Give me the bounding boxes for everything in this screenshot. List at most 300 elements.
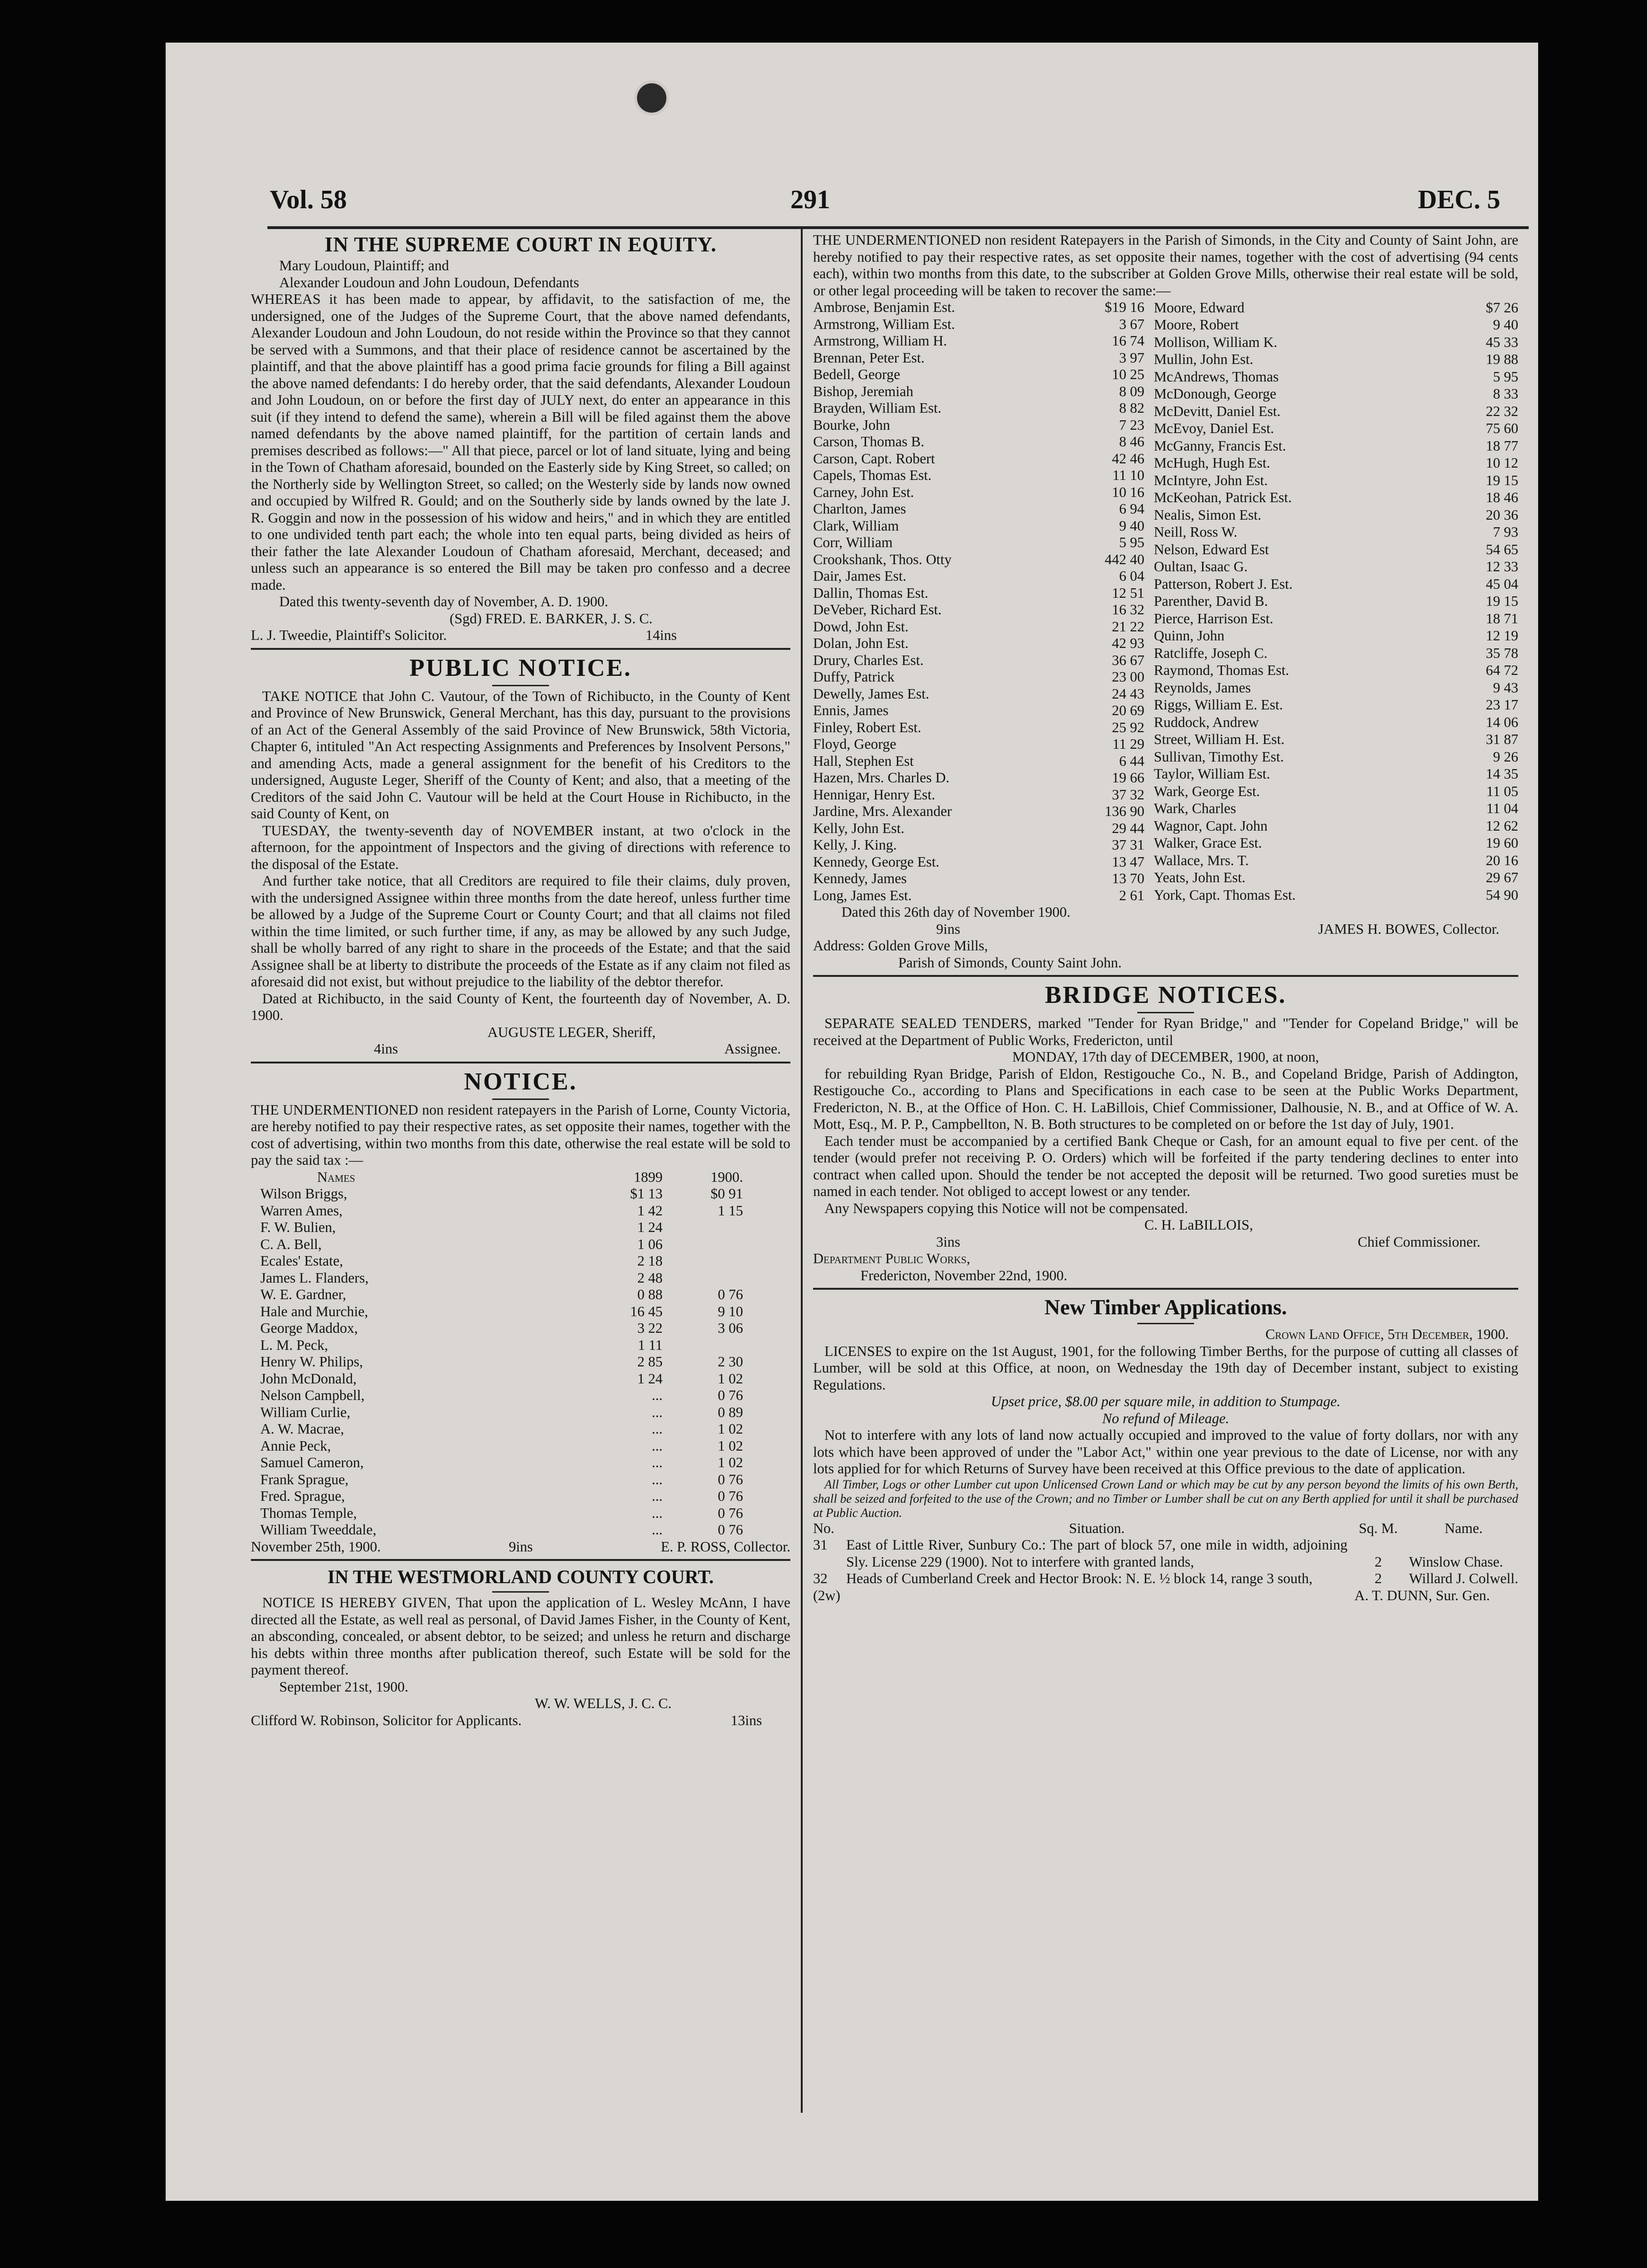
ratepayer-name: Yeats, John Est. (1154, 869, 1246, 886)
rate-amount: 8 82 (1119, 400, 1144, 416)
rate-1899: 1 06 (637, 1236, 663, 1252)
ratepayer-name: Carney, John Est. (813, 484, 914, 500)
solicitor-row (251, 1712, 790, 1729)
ratepayer-name: McDonough, George (1154, 386, 1276, 402)
divider (251, 1559, 790, 1561)
rate-amount: 8 46 (1119, 434, 1144, 450)
ratepayer-name: DeVeber, Richard Est. (813, 602, 942, 618)
list-item (1154, 437, 1518, 455)
ratepayer-name: Riggs, William E. Est. (1154, 697, 1283, 713)
berth-name: Winslow Chase. (1409, 1553, 1503, 1570)
court-text: NOTICE IS HEREBY GIVEN, That upon the application of L. Wesley McAnn, I have directed all the Estate, as well real as personal, of David James Fisher, in the County of Kent, an absconding, concealed, or absent debtor, to be seized; and unless he return and discharge his debts within three months after publication thereof, such Estate will be sold for the payment thereof. (251, 1595, 790, 1678)
page-number: 291 (790, 185, 830, 214)
list-item (1154, 334, 1518, 351)
rate-amount: 2 61 (1119, 887, 1144, 904)
table-row (260, 1387, 743, 1404)
list-item (813, 366, 1144, 383)
insertions: 4ins (374, 1041, 398, 1057)
insertions: 13ins (730, 1712, 762, 1728)
notice-intro: THE UNDERMENTIONED non resident Ratepayers in the Parish of Simonds, in the City and County of Saint John, are hereby notified to pay their respective rates, as set opposite their names, together with the cost of advertising (94 cents each), within two months from this date, to the subscriber at Golden Grove Mills, otherwise their real estate will be sold, or other legal proceeding will be taken to recover the same:— (813, 232, 1518, 299)
ratepayer-name: Parenther, David B. (1154, 593, 1268, 609)
ratepayer-name: Dallin, Thomas Est. (813, 585, 929, 601)
ratepayer-name: Fred. Sprague, (260, 1488, 345, 1504)
list-item (813, 770, 1144, 787)
rate-amount: 22 32 (1486, 403, 1518, 419)
list-item (1154, 420, 1518, 438)
rate-1899: 1 24 (637, 1219, 663, 1235)
ratepayer-name: Dolan, John Est. (813, 635, 909, 651)
ratepayer-name: F. W. Bulien, (260, 1219, 336, 1235)
ratepayer-name: Wark, George Est. (1154, 783, 1260, 799)
ratepayer-name: Nealis, Simon Est. (1154, 506, 1262, 523)
rate-amount: 35 78 (1486, 645, 1518, 661)
rate-amount: 64 72 (1486, 662, 1518, 678)
rate-amount: 37 31 (1112, 837, 1144, 853)
list-item (1154, 317, 1518, 334)
divider (251, 648, 790, 650)
rate-amount: 54 90 (1486, 886, 1518, 903)
ratepayer-name: Drury, Charles Est. (813, 652, 924, 668)
supreme-court-notice (251, 232, 790, 644)
rate-amount: 16 74 (1112, 333, 1144, 349)
rate-1899: ... (652, 1488, 663, 1504)
rate-1900: 1 02 (717, 1421, 743, 1437)
ratepayer-name: Mullin, John Est. (1154, 351, 1254, 367)
list-item (813, 887, 1144, 904)
berth-no: 31 (813, 1537, 828, 1553)
list-item (1154, 662, 1518, 680)
rate-amount: 18 77 (1486, 437, 1518, 454)
rate-1900: 0 76 (717, 1387, 743, 1403)
rate-1900: 0 76 (717, 1488, 743, 1504)
ratepayer-name: Hennigar, Henry Est. (813, 786, 935, 803)
ratepayer-name: Kelly, J. King. (813, 837, 897, 853)
punch-hole (634, 80, 669, 115)
list-item (813, 619, 1144, 636)
court-date: September 21st, 1900. (279, 1678, 408, 1695)
column-divider (801, 229, 803, 2113)
rate-amount: 136 90 (1105, 803, 1144, 819)
table-row (260, 1438, 743, 1455)
divider (251, 1062, 790, 1063)
rate-1900 (663, 1236, 743, 1253)
department-date: Fredericton, November 22nd, 1900. (860, 1267, 1068, 1284)
list-item (813, 803, 1144, 820)
rate-amount: 10 16 (1112, 484, 1144, 500)
collector-signature: E. P. ROSS, Collector. (661, 1538, 790, 1555)
ratepayer-name: Quinn, John (1154, 628, 1225, 644)
rate-amount: 19 15 (1486, 593, 1518, 609)
berth-sqm: 2 (1374, 1553, 1382, 1570)
section-title: IN THE WESTMORLAND COUNTY COURT. (327, 1566, 714, 1587)
list-item (1154, 783, 1518, 800)
rate-1900: 1 15 (717, 1202, 743, 1219)
list-item (813, 316, 1144, 333)
rate-amount: 29 67 (1486, 869, 1518, 886)
ratepayer-list-right (1154, 299, 1518, 904)
rate-1899: ... (652, 1421, 663, 1437)
rate-1900: 1 02 (717, 1454, 743, 1471)
refund-note: No refund of Mileage. (1102, 1410, 1230, 1426)
ratepayer-name: Brennan, Peter Est. (813, 349, 925, 366)
rate-1900: 0 76 (717, 1286, 743, 1302)
list-item (813, 635, 1144, 652)
table-row (260, 1219, 743, 1236)
rate-1900 (663, 1337, 743, 1354)
rate-1900 (663, 1219, 743, 1236)
ratepayer-name: Ecales' Estate, (260, 1253, 343, 1269)
ratepayer-name: McDevitt, Daniel Est. (1154, 403, 1281, 419)
table-row (260, 1371, 743, 1388)
rate-amount: 12 33 (1486, 558, 1518, 575)
section-title: IN THE SUPREME COURT IN EQUITY. (324, 233, 717, 256)
dated-line: Dated this 26th day of November 1900. (841, 904, 1071, 920)
ratepayer-name: Annie Peck, (260, 1437, 331, 1454)
list-item (1154, 645, 1518, 662)
ratepayer-name: Reynolds, James (1154, 679, 1251, 696)
rate-1899: 2 18 (637, 1253, 663, 1269)
list-item (1154, 766, 1518, 783)
berth-situation: East of Little River, Sunbury Co.: The part of block 57, one mile in width, adjoining Sly. License 229 (1900). Not to interfere with granted lands, (846, 1537, 1348, 1570)
ratepayer-name: Hale and Murchie, (260, 1303, 368, 1320)
ratepayer-name: Armstrong, William Est. (813, 316, 955, 332)
list-item (813, 854, 1144, 871)
judge-signature: (Sgd) FRED. E. BARKER, J. S. C. (450, 610, 653, 627)
judge-signature: W. W. WELLS, J. C. C. (535, 1695, 672, 1711)
collector-row (813, 921, 1518, 938)
rate-amount: 21 22 (1112, 618, 1144, 635)
berth-name: Willard J. Colwell. (1409, 1570, 1518, 1586)
list-item (813, 602, 1144, 619)
ratepayer-name: Duffy, Patrick (813, 669, 894, 685)
collector-signature: JAMES H. BOWES, Collector. (1318, 921, 1499, 937)
list-item (813, 400, 1144, 417)
table-row (260, 1270, 743, 1287)
rate-amount: 19 88 (1486, 351, 1518, 367)
list-item (813, 434, 1144, 451)
rate-amount: 8 09 (1119, 383, 1144, 399)
list-item (1154, 697, 1518, 714)
ratepayer-name: Taylor, William Est. (1154, 766, 1270, 782)
table-row (260, 1286, 743, 1303)
ratepayer-name: McKeohan, Patrick Est. (1154, 489, 1292, 505)
rebuild-paragraph: for rebuilding Ryan Bridge, Parish of Eldon, Restigouche Co., N. B., and Copeland Bridge, Parish of Addington, Restigouche Co., according to Plans and Specifications in each case to be seen at the Public Works Department, Fredericton, N. B., at the Office of Hon. C. H. LaBillois, Chief Commissioner, Dalhousie, N. B., and at Office of W. A. Mott, Esq., M. P. P., Campbellton, N. B. Both structures to be completed on or before the 1st day of July, 1901. (813, 1065, 1518, 1132)
list-item (1154, 593, 1518, 611)
ratepayer-name: Raymond, Thomas Est. (1154, 662, 1289, 678)
list-item (813, 686, 1144, 703)
rate-amount: 45 33 (1486, 334, 1518, 350)
list-item (1154, 628, 1518, 645)
ratepayer-name: Finley, Robert Est. (813, 719, 921, 735)
seizure-warning: All Timber, Logs or other Lumber cut upon Unlicensed Crown Land or which may be cut by any person beyond the limits of his own Berth, shall be seized and forfeited to the use of the Crown; and no Timber or Lumber shall be cut on any Berth applied for until it shall be purchased at Public Auction. (813, 1477, 1518, 1520)
list-item (813, 501, 1144, 518)
list-item (1154, 800, 1518, 818)
ratepayer-name: Crookshank, Thos. Otty (813, 551, 952, 567)
rate-1899: ... (652, 1522, 663, 1538)
ratepayer-name: Ambrose, Benjamin Est. (813, 299, 955, 315)
list-item (1154, 386, 1518, 403)
rate-amount: 20 36 (1486, 506, 1518, 523)
names-header: Names (317, 1169, 355, 1185)
rate-amount: 6 04 (1119, 568, 1144, 584)
section-title: PUBLIC NOTICE. (409, 654, 632, 682)
rate-amount: 23 00 (1112, 669, 1144, 685)
notice-intro: THE UNDERMENTIONED non resident ratepayers in the Parish of Lorne, County Victoria, are hereby notified to pay their respective rates, as set opposite their names, together with the cost of advertising, within two months from this date, otherwise the real estate will be sold to pay the said tax :— (251, 1101, 790, 1168)
ratepayer-name: McEvoy, Daniel Est. (1154, 420, 1274, 436)
list-item (813, 534, 1144, 551)
ratepayer-name: Ennis, James (813, 702, 889, 718)
list-item (813, 467, 1144, 484)
list-item (1154, 506, 1518, 524)
list-item (1154, 558, 1518, 576)
list-item (813, 719, 1144, 736)
ratepayer-name: Charlton, James (813, 501, 906, 517)
solicitor-row (251, 627, 790, 644)
assignee-label: Assignee. (724, 1041, 781, 1057)
rate-amount: 24 43 (1112, 685, 1144, 702)
rate-amount: 3 67 (1119, 316, 1144, 332)
rate-1899: ... (652, 1404, 663, 1420)
licenses-paragraph: LICENSES to expire on the 1st August, 1901, for the following Timber Berths, for the purpose of cutting all classes of Lumber, will be sold at this Office, at noon, on Wednesday the 19th day of December instant, subject to existing Regulations. (813, 1343, 1518, 1393)
rate-amount: 10 12 (1486, 455, 1518, 471)
ratepayer-name: W. E. Gardner, (260, 1286, 346, 1302)
ratepayer-name: Clark, William (813, 517, 899, 534)
list-item (813, 585, 1144, 602)
sqm-header: Sq. M. (1359, 1520, 1398, 1536)
left-column (251, 232, 790, 1729)
rate-1899: 16 45 (630, 1303, 663, 1320)
rate-amount: 11 10 (1112, 467, 1144, 483)
ratepayer-name: William Tweeddale, (260, 1522, 377, 1538)
claims-paragraph: And further take notice, that all Creditors are required to file their claims, duly proven, with the undersigned Assignee within three months from the date hereof, unless further time be allowed by a Judge of the Supreme Court or County Court; and that all claims not filed within the time limited, or such further time, if any, as may be allowed by any such Judge, shall be wholly barred of any right to share in the proceeds of the Estate; and that the said Assignee shall be at liberty to distribute the proceeds of the Estate as if any claim not filed as aforesaid did not exist, but without prejudice to the liability of the debtor therefor. (251, 873, 790, 990)
rate-amount: 13 70 (1112, 870, 1144, 886)
list-item (1154, 835, 1518, 852)
rate-1900 (663, 1253, 743, 1270)
plaintiff-line: Mary Loudoun, Plaintiff; and (279, 257, 449, 274)
rate-amount: 36 67 (1112, 652, 1144, 668)
list-item (1154, 852, 1518, 869)
rate-amount: 19 66 (1112, 770, 1144, 786)
list-item (813, 702, 1144, 719)
ratepayer-name: McHugh, Hugh Est. (1154, 455, 1270, 471)
deposit-paragraph: Each tender must be accompanied by a certified Bank Cheque or Cash, for an amount equal to five per cent. of the tender (would prefer not receiving P. O. Orders) which will be forfeited if the party tendering declines to enter into contract when called upon. Should the tender be not accepted the deposit will be returned. Two good sureties must be named in each tender. Not obliged to accept lowest or any tender. (813, 1133, 1518, 1199)
rate-amount: 23 17 (1486, 697, 1518, 713)
rate-1899: 2 85 (637, 1354, 663, 1370)
surveyor-signature: A. T. DUNN, Sur. Gen. (1354, 1587, 1490, 1604)
list-item (813, 518, 1144, 535)
tender-paragraph: SEPARATE SEALED TENDERS, marked "Tender for Ryan Bridge," and "Tender for Copeland Bridge," will be received at the Department of Public Works, Fredericton, until (813, 1015, 1518, 1048)
ratepayer-name: George Maddox, (260, 1320, 358, 1336)
notice-paragraph: TAKE NOTICE that John C. Vautour, of the Town of Richibucto, in the County of Kent and Province of New Brunswick, General Merchant, has this day, pursuant to the provisions of an Act of the General Assembly of the said Province of New Brunswick, 58th Victoria, Chapter 6, intituled "An Act respecting Assignments and Preferences by Insolvent Persons," and amending Acts, made a general assignment for the benefit of his Creditors to the undersigned, Auguste Leger, Sheriff of the County of Kent; and also, that a meeting of the Creditors of the said John C. Vautour will be held at the Court House in Richibucto, in the said County of Kent, on (251, 688, 790, 822)
table-row (260, 1404, 743, 1421)
rate-1899: 0 88 (637, 1286, 663, 1302)
ratepayer-name: McGanny, Francis Est. (1154, 437, 1286, 454)
table-header (260, 1169, 743, 1186)
list-item (1154, 368, 1518, 386)
ratepayer-name: Kennedy, George Est. (813, 853, 939, 870)
list-item (813, 820, 1144, 837)
list-item (813, 736, 1144, 753)
rate-1899: ... (652, 1387, 663, 1403)
list-item (813, 333, 1144, 350)
berth-no: 32 (813, 1570, 828, 1586)
list-item (1154, 714, 1518, 731)
list-item (1154, 541, 1518, 558)
list-item (813, 837, 1144, 854)
list-item (1154, 748, 1518, 766)
ratepayer-name: Warren Ames, (260, 1202, 343, 1219)
ratepayer-name: Carson, Capt. Robert (813, 450, 935, 467)
rate-amount: 6 44 (1119, 753, 1144, 769)
rate-amount: 5 95 (1119, 534, 1144, 550)
assignee-row (251, 1041, 790, 1058)
insertions: 3ins (936, 1233, 960, 1250)
table-row (260, 1354, 743, 1371)
rate-1899: ... (652, 1505, 663, 1521)
rate-amount: 13 47 (1112, 853, 1144, 870)
rate-amount: 7 23 (1119, 416, 1144, 433)
address-line: Address: Golden Grove Mills, (813, 938, 988, 954)
rate-amount: $7 26 (1486, 299, 1518, 316)
ratepayer-name: Patterson, Robert J. Est. (1154, 576, 1293, 592)
ratepayer-name: Nelson, Edward Est (1154, 541, 1269, 558)
rate-1899: ... (652, 1454, 663, 1471)
address-parish: Parish of Simonds, County Saint John. (898, 954, 1122, 971)
rate-1899: ... (652, 1471, 663, 1488)
rate-amount: 9 43 (1493, 679, 1518, 696)
ratepayer-name: McIntyre, John Est. (1154, 472, 1268, 488)
rate-1900: 1 02 (717, 1437, 743, 1454)
list-item (813, 669, 1144, 686)
rate-amount: 11 29 (1112, 736, 1144, 752)
ratepayer-name: Nelson Campbell, (260, 1387, 365, 1403)
list-item (1154, 472, 1518, 489)
list-item (1154, 731, 1518, 749)
list-item (813, 753, 1144, 770)
commissioner-row (813, 1234, 1518, 1251)
table-row (260, 1522, 743, 1539)
rate-1900: 3 06 (717, 1320, 743, 1336)
ratepayer-name: A. W. Macrae, (260, 1421, 345, 1437)
public-notice (251, 654, 790, 1058)
rate-amount: 6 94 (1119, 501, 1144, 517)
rate-amount: 12 62 (1486, 817, 1518, 834)
department-line: Department Public Works, (813, 1250, 970, 1267)
berth-table (813, 1520, 1518, 1587)
table-row (813, 1537, 1518, 1570)
list-item (1154, 299, 1518, 317)
westmorland-notice (251, 1565, 790, 1729)
rate-1899: 1 24 (637, 1370, 663, 1387)
ratepayer-lists (813, 299, 1518, 904)
solicitor-line: Clifford W. Robinson, Solicitor for Applicants. (251, 1712, 522, 1728)
rate-1900: 1 02 (717, 1370, 743, 1387)
list-item (1154, 524, 1518, 541)
rate-amount: 42 93 (1112, 635, 1144, 651)
list-item (813, 484, 1144, 501)
list-item (813, 652, 1144, 669)
table-row (260, 1505, 743, 1522)
simonds-notice (813, 232, 1518, 971)
upset-price: Upset price, $8.00 per square mile, in addition to Stumpage. (991, 1393, 1341, 1409)
table-row (260, 1203, 743, 1220)
rate-amount: 9 40 (1119, 517, 1144, 534)
table-row (260, 1253, 743, 1270)
rate-1899: 1 42 (637, 1202, 663, 1219)
ratepayer-name: Brayden, William Est. (813, 400, 941, 416)
short-rule (492, 1099, 549, 1100)
rate-1900: 0 76 (717, 1522, 743, 1538)
insertions: 9ins (936, 921, 960, 937)
ratepayer-name: Neill, Ross W. (1154, 524, 1238, 540)
situation-header: Situation. (1069, 1520, 1125, 1536)
lorne-notice (251, 1067, 790, 1556)
insertions: 9ins (508, 1538, 533, 1555)
defendants-line: Alexander Loudoun and John Loudoun, Defendants (279, 274, 579, 291)
list-item (1154, 489, 1518, 507)
ratepayer-name: Wagnor, Capt. John (1154, 817, 1268, 834)
solicitor-line: L. J. Tweedie, Plaintiff's Solicitor. (251, 627, 447, 643)
short-rule (1137, 1323, 1194, 1324)
ratepayer-name: Ruddock, Andrew (1154, 714, 1259, 730)
name-header: Name. (1444, 1520, 1483, 1536)
ratepayer-name: Oultan, Isaac G. (1154, 558, 1248, 575)
ratepayer-name: Kelly, John Est. (813, 820, 904, 836)
year-1899-header: 1899 (634, 1169, 663, 1185)
rate-amount: 16 32 (1112, 602, 1144, 618)
ratepayer-name: Thomas Temple, (260, 1505, 357, 1521)
insertions: 14ins (645, 627, 677, 643)
ratepayer-name: Moore, Robert (1154, 317, 1239, 333)
short-rule (1137, 1012, 1194, 1013)
rate-amount: 7 93 (1493, 524, 1518, 540)
timber-notice (813, 1293, 1518, 1604)
table-row (260, 1337, 743, 1354)
rate-1900: 0 76 (717, 1505, 743, 1521)
short-rule (492, 685, 549, 686)
table-row (260, 1488, 743, 1505)
ratepayer-name: Moore, Edward (1154, 299, 1245, 316)
rate-amount: 19 15 (1486, 472, 1518, 488)
deadline-line: MONDAY, 17th day of DECEMBER, 1900, at noon, (1012, 1049, 1319, 1065)
rate-amount: 37 32 (1112, 786, 1144, 803)
header-rule (267, 226, 1529, 229)
dated-line: Dated this twenty-seventh day of November, A. D. 1900. (279, 594, 609, 610)
ratepayer-name: Hazen, Mrs. Charles D. (813, 770, 949, 786)
rate-1900: 2 30 (717, 1354, 743, 1370)
volume-label: Vol. 58 (270, 185, 347, 214)
section-title: New Timber Applications. (1044, 1295, 1287, 1319)
meeting-paragraph: TUESDAY, the twenty-seventh day of NOVEMBER instant, at two o'clock in the afternoon, for the appointment of Inspectors and the giving of directions with reference to the disposal of the Estate. (251, 822, 790, 872)
rate-1900 (663, 1270, 743, 1287)
newspaper-page (166, 43, 1538, 2201)
ratepayer-table (260, 1169, 743, 1539)
rate-amount: 18 46 (1486, 489, 1518, 505)
ratepayer-list-left (813, 299, 1144, 904)
rate-amount: 18 71 (1486, 610, 1518, 627)
right-column (813, 232, 1518, 1604)
rate-amount: 75 60 (1486, 420, 1518, 436)
ratepayer-name: Jardine, Mrs. Alexander (813, 803, 952, 819)
list-item (1154, 679, 1518, 697)
ratepayer-name: James L. Flanders, (260, 1269, 369, 1286)
list-item (1154, 886, 1518, 904)
ratepayer-name: Floyd, George (813, 736, 896, 752)
rate-amount: 54 65 (1486, 541, 1518, 558)
ratepayer-name: Bedell, George (813, 366, 901, 382)
section-title: BRIDGE NOTICES. (1045, 982, 1287, 1009)
table-header (813, 1520, 1518, 1537)
